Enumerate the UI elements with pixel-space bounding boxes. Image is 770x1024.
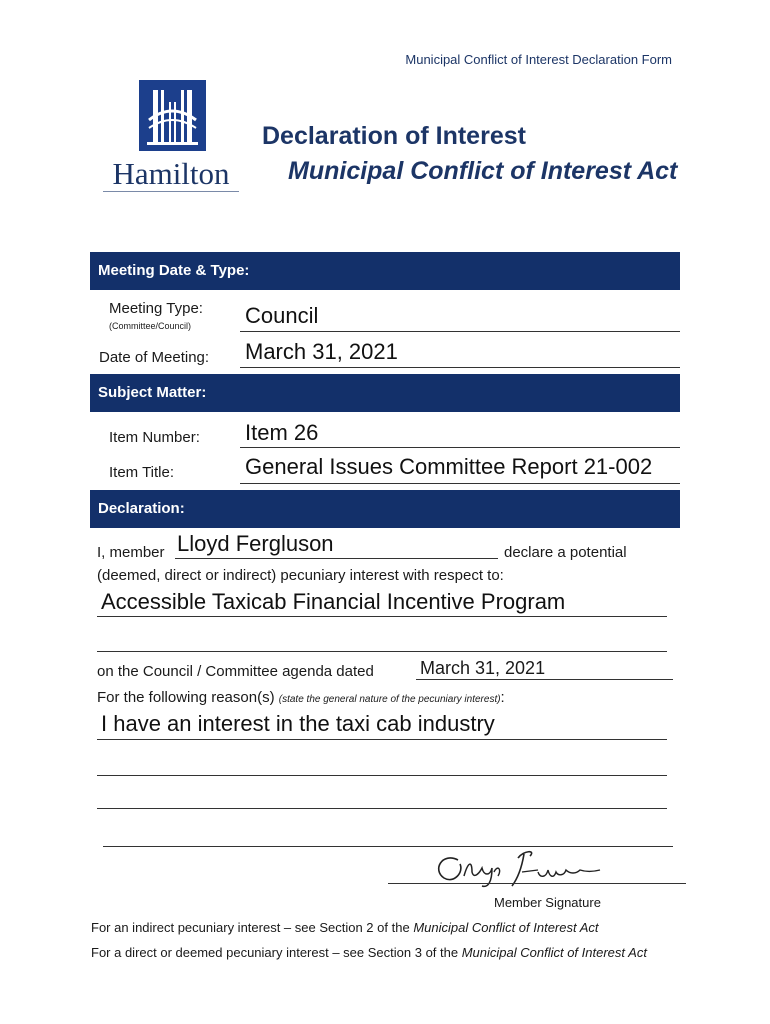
meeting-date-field[interactable]: March 31, 2021 [245,339,398,364]
footer-indirect [91,920,599,935]
reason-line [97,689,505,706]
logo-underline [103,191,239,192]
form-name-header: Municipal Conflict of Interest Declaration Form [405,52,672,67]
section-header-meeting: Meeting Date & Type: [90,252,680,290]
member-name-underline [175,558,498,559]
page-subtitle: Municipal Conflict of Interest Act [288,157,678,185]
matter-field[interactable]: Accessible Taxicab Financial Incentive Program [101,589,566,614]
footer-indirect-act: Municipal Conflict of Interest Act [413,920,599,935]
member-prefix: I, member [97,544,165,561]
logo-emblem-icon [139,80,206,151]
item-title-label: Item Title: [109,464,175,481]
meeting-type-label: Meeting Type: [109,300,203,317]
item-number-field[interactable]: Item 26 [245,420,319,445]
agenda-date-underline [416,679,673,680]
item-title-field[interactable]: General Issues Committee Report 21-002 [245,454,653,479]
logo-wordmark: Hamilton [112,156,230,191]
agenda-text: on the Council / Committee agenda dated [97,663,374,680]
reason-underline-2 [97,775,667,776]
signature-image [420,842,620,892]
footer-direct [91,945,647,960]
interest-statement: (deemed, direct or indirect) pecuniary interest with respect to: [97,567,504,584]
section-header-declaration: Declaration: [90,490,680,528]
meeting-date-underline [240,367,680,368]
member-suffix: declare a potential [504,544,627,561]
hamilton-logo [103,80,239,192]
meeting-type-underline [240,331,680,332]
reason-text: For the following reason(s) [97,689,275,706]
item-number-label: Item Number: [109,429,200,446]
signature-underline [388,883,686,884]
matter-underline-2 [97,651,667,652]
reason-underline-3 [97,808,667,809]
meeting-date-label: Date of Meeting: [99,349,210,366]
reason-hint: (state the general nature of the pecuniary interest) [278,694,501,705]
footer-direct-act: Municipal Conflict of Interest Act [461,945,647,960]
matter-underline-1 [97,616,667,617]
item-title-underline [240,483,680,484]
reason-colon: : [500,689,505,706]
page-title: Declaration of Interest [262,122,526,150]
footer-direct-text: For a direct or deemed pecuniary interest – see Section 3 of the [91,945,459,960]
item-number-underline [240,447,680,448]
reason-underline-1 [97,739,667,740]
section-header-subject: Subject Matter: [90,374,680,412]
member-name-field[interactable]: Lloyd Fergluson [177,531,334,556]
signature-label: Member Signature [494,895,601,910]
meeting-type-field[interactable]: Council [245,303,319,328]
reason-field[interactable]: I have an interest in the taxi cab industry [101,711,495,736]
footer-indirect-text: For an indirect pecuniary interest – see Section 2 of the [91,920,410,935]
meeting-type-hint: (Committee/Council) [109,321,192,331]
agenda-date-field[interactable]: March 31, 2021 [420,658,546,678]
